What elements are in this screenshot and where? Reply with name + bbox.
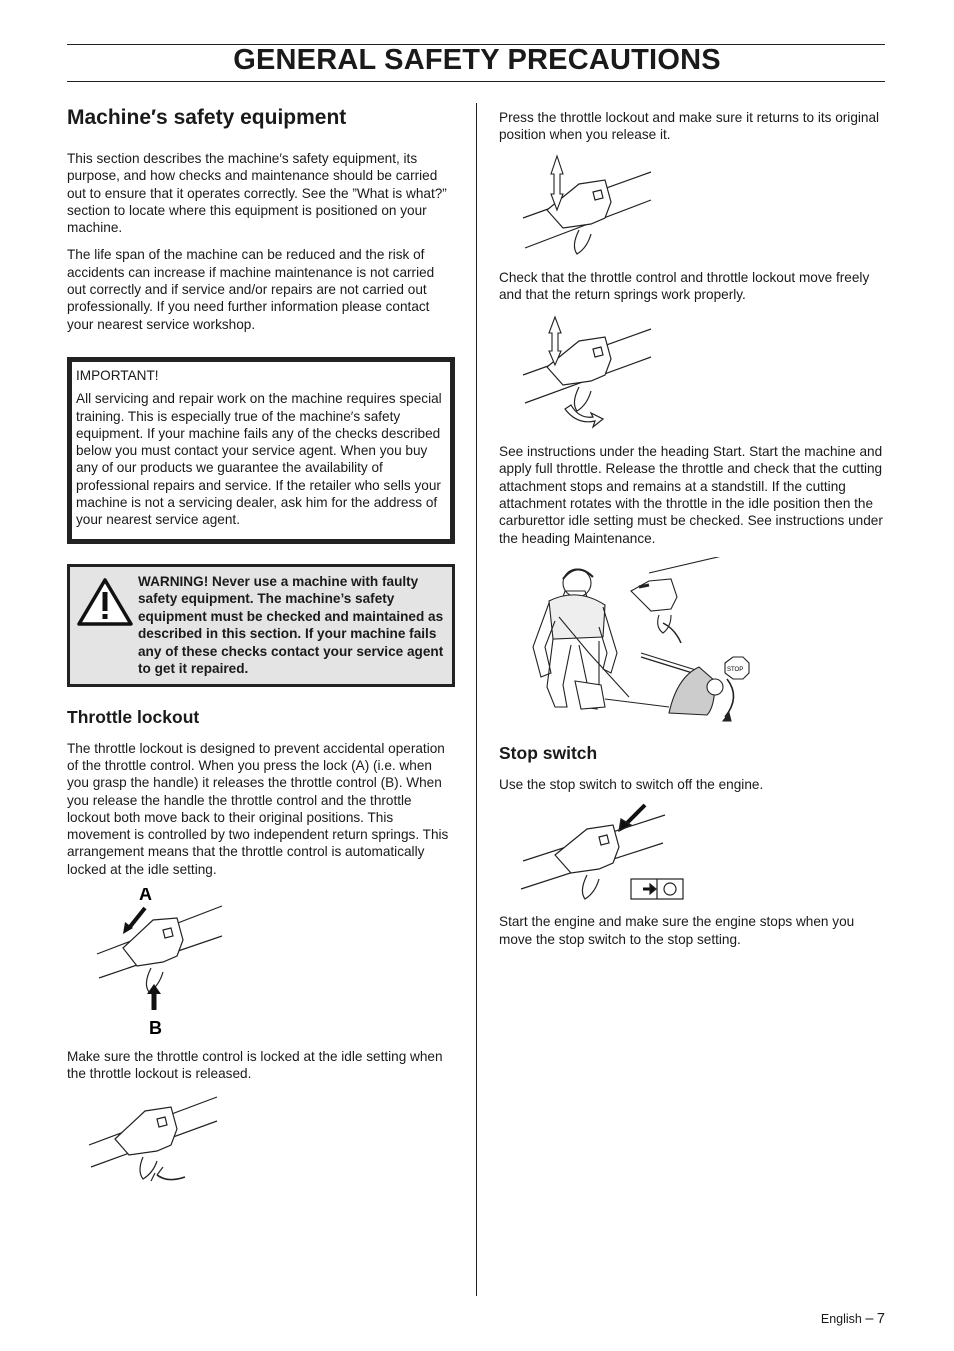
stop-switch-heading: Stop switch <box>499 742 598 763</box>
stop-switch-paragraph-1: Use the stop switch to switch off the engine. <box>499 776 764 792</box>
intro-paragraph-1: This section describes the machine′s safety equipment, its purpose, and how checks and maintenance should be carried out to ensure that it operates correctly. See the ”What is what?” section to locate where this equipment is positioned on your machine. <box>67 151 447 236</box>
lockout-press-figure <box>499 154 669 259</box>
throttle-idle-paragraph: Make sure the throttle control is locked at the idle setting when the throttle lockout is released. <box>67 1049 443 1082</box>
intro-paragraph-2: The life span of the machine can be reduced and the risk of accidents can increase if machine maintenance is not carried out correctly and if service and/or repairs are not carried out professionally. If you need further information please contact your nearest service workshop. <box>67 247 435 332</box>
stop-switch-paragraph-2: Start the engine and make sure the engine stops when you move the stop switch to the stop setting. <box>499 914 855 947</box>
idle-standstill-figure <box>519 557 759 725</box>
column-divider <box>476 103 477 1296</box>
important-label: IMPORTANT! <box>76 367 159 383</box>
label-b: B <box>149 1018 162 1039</box>
important-box <box>67 357 455 544</box>
left-column <box>67 103 455 1203</box>
throttle-lockout-paragraph: The throttle lockout is designed to prevent accidental operation of the throttle control. When you press the lock (A) (i.e. when you grasp the handle) it releases the throttle control (B). When you release the handle the throttle control and the throttle lockout both move back to their original positions. This movement is controlled by two independent return springs. This arrangement means that the throttle control is automatically locked at the idle setting. <box>67 740 449 877</box>
warning-text: WARNING! Never use a machine with faulty safety equipment. The machine’s safety equipment must be checked and maintained as described in this section. If your machine fails any of these checks contact your service agent to get it repaired. <box>138 573 444 677</box>
stop-switch-figure <box>499 803 689 903</box>
section-heading: Machine′s safety equipment <box>67 106 347 129</box>
footer-dash: – <box>865 1311 874 1327</box>
footer-language: English <box>820 1312 862 1326</box>
warning-triangle-icon <box>76 573 138 678</box>
check-lockout-return-paragraph: Press the throttle lockout and make sure it returns to its original position when you release it. <box>499 110 880 143</box>
throttle-idle-figure <box>67 1093 237 1193</box>
right-column <box>499 103 885 958</box>
warning-box <box>67 564 455 687</box>
page-number: 7 <box>876 1311 885 1327</box>
throttle-lockout-figure <box>67 888 237 1038</box>
stop-sign-label: STOP <box>727 666 744 673</box>
throttle-lockout-heading: Throttle lockout <box>67 706 200 727</box>
page-footer <box>821 1311 885 1327</box>
title-rule <box>67 81 885 82</box>
throttle-springs-figure <box>499 313 669 433</box>
page-title: GENERAL SAFETY PRECAUTIONS <box>233 44 721 76</box>
important-text: All servicing and repair work on the machine requires special training. This is especially true of the machine′s safety equipment. If your machine fails any of the checks described below you must contact your service agent. When you buy any of our products we guarantee the availability of professional repairs and service. If the retailer who sells your machine is not a servicing dealer, ask him for the address of your nearest service agent. <box>76 391 442 528</box>
idle-check-paragraph: See instructions under the heading Start. Start the machine and apply full throttle. Release the throttle and check that the cutting attachment stops and remains at a standstill. If the cutting attachment rotates with the throttle in the idle position then the carburettor idle setting must be checked. See instructions under the heading Maintenance. <box>499 444 883 546</box>
check-free-movement-paragraph: Check that the throttle control and throttle lockout move freely and that the return springs work properly. <box>499 269 870 302</box>
label-a: A <box>139 888 152 905</box>
